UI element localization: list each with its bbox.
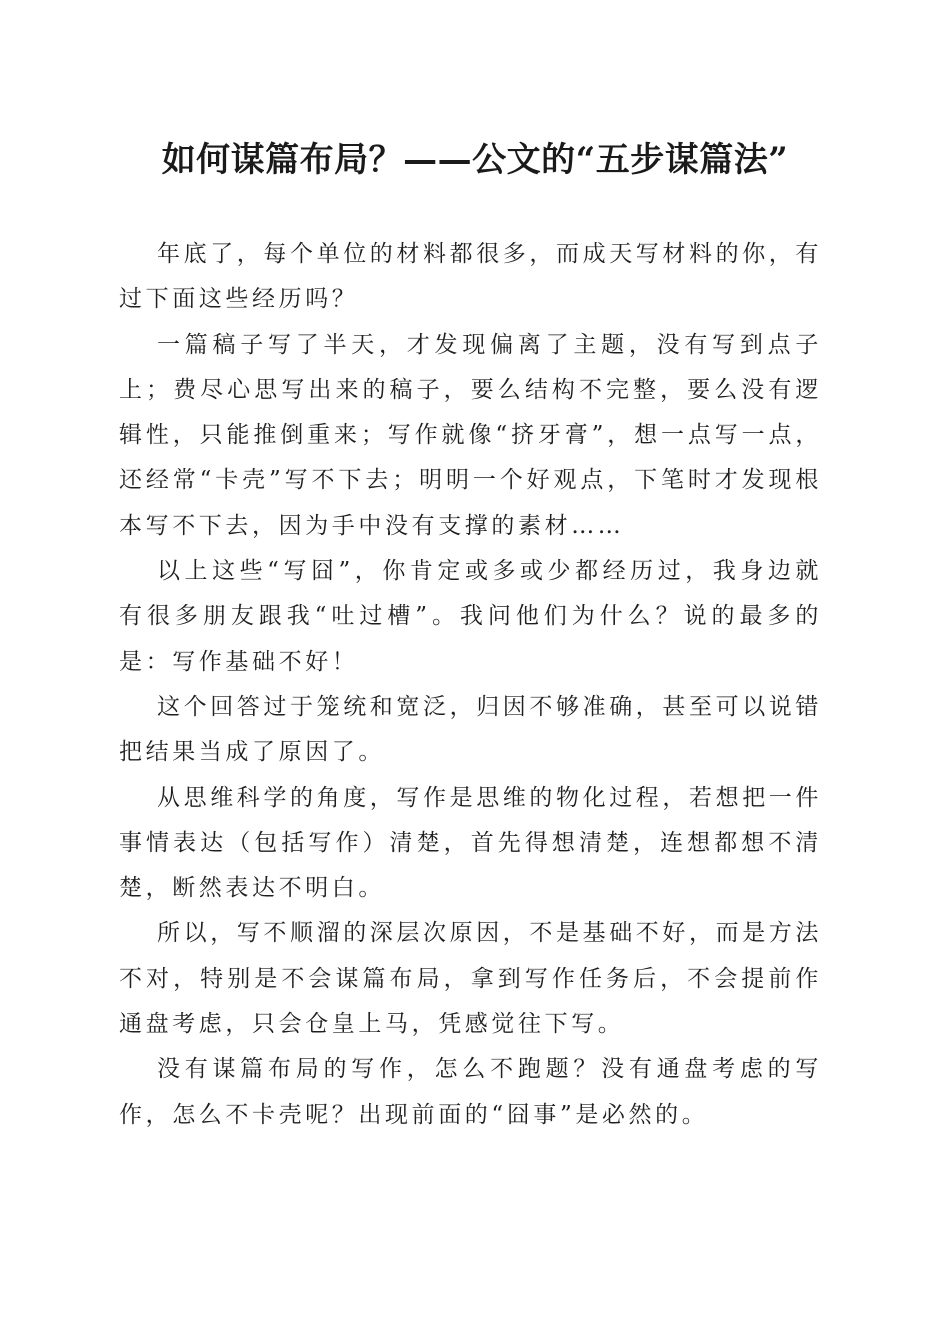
paragraph: 从思维科学的角度，写作是思维的物化过程，若想把一件事情表达（包括写作）清楚，首先得想清楚，连想都想不清楚，断然表达不明白。 — [119, 784, 822, 902]
paragraph: 没有谋篇布局的写作，怎么不跑题？没有通盘考虑的写作，怎么不卡壳呢？出现前面的“囧事”是必然的。 — [119, 1056, 822, 1128]
document-body — [119, 232, 822, 1138]
paragraph: 一篇稿子写了半天，才发现偏离了主题，没有写到点子上；费尽心思写出来的稿子，要么结构不完整，要么没有逻辑性，只能推倒重来；写作就像“挤牙膏”，想一点写一点，还经常“卡壳”写不下去；明明一个好观点，下笔时才发现根本写不下去，因为手中没有支撑的素材…… — [119, 331, 822, 539]
paragraph: 年底了，每个单位的材料都很多，而成天写材料的你，有过下面这些经历吗？ — [119, 241, 822, 313]
paragraph: 这个回答过于笼统和宽泛，归因不够准确，甚至可以说错把结果当成了原因了。 — [119, 693, 822, 766]
paragraph: 以上这些“写囧”，你肯定或多或少都经历过，我身边就有很多朋友跟我“吐过槽”。我问他们为什么？说的最多的是：写作基础不好！ — [119, 558, 822, 675]
document-title: 如何谋篇布局？——公文的“五步谋篇法” — [161, 140, 789, 180]
paragraph: 所以，写不顺溜的深层次原因，不是基础不好，而是方法不对，特别是不会谋篇布局，拿到写作任务后，不会提前作通盘考虑，只会仓皇上马，凭感觉往下写。 — [119, 920, 822, 1038]
